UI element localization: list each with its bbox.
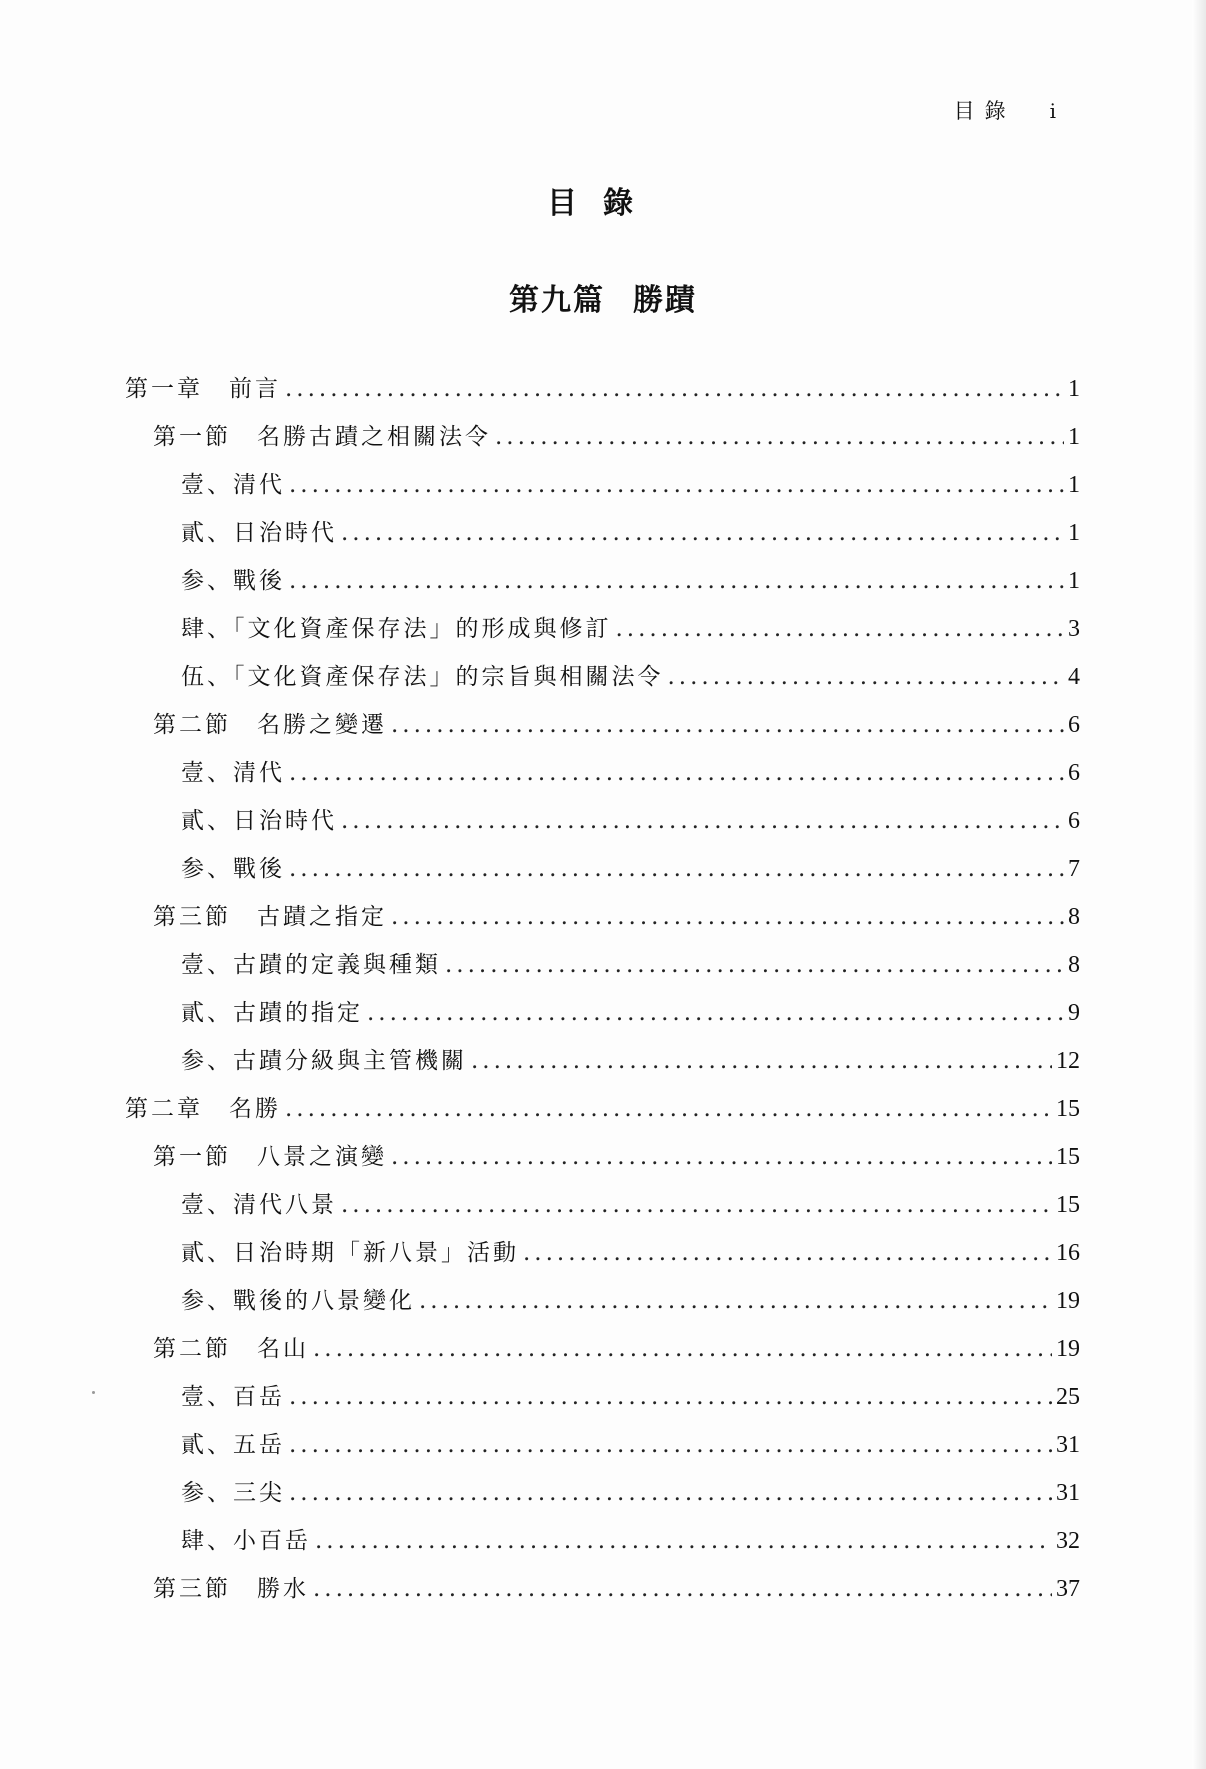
toc-entry-page: 15 <box>1056 1096 1080 1122</box>
toc-entry-page: 31 <box>1056 1480 1080 1506</box>
toc-entry-page: 4 <box>1068 664 1080 690</box>
toc-entry-page: 1 <box>1068 520 1080 546</box>
toc-entry-label: 第一節 名勝古蹟之相關法令 <box>153 424 491 450</box>
toc-dot-leader <box>289 472 1064 498</box>
toc-dot-leader <box>285 1096 1052 1122</box>
toc-entry-page: 1 <box>1068 568 1080 594</box>
toc-dot-leader <box>289 568 1064 594</box>
toc-entry-page: 1 <box>1068 376 1080 402</box>
toc-entry[interactable] <box>125 1090 1080 1138</box>
toc-entry-label: 壹、清代 <box>181 760 285 786</box>
toc-entry[interactable] <box>125 1282 1080 1330</box>
toc-dot-leader <box>289 1480 1052 1506</box>
toc-entry[interactable] <box>125 994 1080 1042</box>
toc-entry[interactable] <box>125 754 1080 802</box>
part-number: 第九篇 <box>509 283 605 318</box>
toc-entry[interactable] <box>125 1474 1080 1522</box>
toc-entry-page: 31 <box>1056 1432 1080 1458</box>
toc-entry-page: 3 <box>1068 616 1080 642</box>
toc-entry[interactable] <box>125 466 1080 514</box>
toc-entry[interactable] <box>125 898 1080 946</box>
toc-entry-page: 19 <box>1056 1288 1080 1314</box>
toc-entry-page: 15 <box>1056 1144 1080 1170</box>
toc-title: 目錄 <box>547 186 659 221</box>
toc-dot-leader <box>419 1288 1052 1314</box>
toc-entry-page: 19 <box>1056 1336 1080 1362</box>
toc-entry-label: 第三節 古蹟之指定 <box>153 904 387 930</box>
toc-dot-leader <box>313 1336 1052 1362</box>
toc-entry[interactable] <box>125 1186 1080 1234</box>
toc-entry-label: 第一節 八景之演變 <box>153 1144 387 1170</box>
toc-entry-label: 貳、五岳 <box>181 1432 285 1458</box>
toc-entry-label: 参、戰後 <box>181 568 285 594</box>
toc-dot-leader <box>315 1528 1052 1554</box>
toc-entry[interactable] <box>125 1378 1080 1426</box>
toc-entry-page: 12 <box>1056 1048 1080 1074</box>
toc-entry-label: 壹、清代八景 <box>181 1192 337 1218</box>
toc-entry[interactable] <box>125 1138 1080 1186</box>
toc-dot-leader <box>289 1384 1052 1410</box>
toc-entry-label: 第二章 名勝 <box>125 1096 281 1122</box>
toc-entry[interactable] <box>125 562 1080 610</box>
toc-entry-page: 1 <box>1068 424 1080 450</box>
toc-entry-label: 参、三尖 <box>181 1480 285 1506</box>
running-header-page-number: i <box>1049 99 1056 123</box>
toc-entry-label: 参、戰後的八景變化 <box>181 1288 415 1314</box>
toc-dot-leader <box>495 424 1064 450</box>
toc-entry-label: 貳、古蹟的指定 <box>181 1000 363 1026</box>
toc-entry-page: 7 <box>1068 856 1080 882</box>
toc-entry[interactable] <box>125 370 1080 418</box>
toc-dot-leader <box>391 712 1064 738</box>
toc-entry-label: 第一章 前言 <box>125 376 281 402</box>
toc-entry-label: 肆、小百岳 <box>181 1528 311 1554</box>
running-header-title: 目錄 <box>953 99 1016 123</box>
table-of-contents <box>125 370 1080 1618</box>
toc-entry[interactable] <box>125 418 1080 466</box>
toc-entry-label: 壹、清代 <box>181 472 285 498</box>
toc-entry-label: 第二節 名山 <box>153 1336 309 1362</box>
toc-entry-label: 第三節 勝水 <box>153 1576 309 1602</box>
toc-entry-page: 8 <box>1068 952 1080 978</box>
toc-entry-page: 1 <box>1068 472 1080 498</box>
running-header <box>954 95 1056 125</box>
toc-entry-page: 6 <box>1068 712 1080 738</box>
toc-entry-page: 16 <box>1056 1240 1080 1266</box>
toc-entry-label: 貳、日治時代 <box>181 808 337 834</box>
toc-dot-leader <box>289 856 1064 882</box>
toc-entry[interactable] <box>125 658 1080 706</box>
toc-entry[interactable] <box>125 514 1080 562</box>
toc-entry-label: 壹、百岳 <box>181 1384 285 1410</box>
toc-entry-label: 参、古蹟分級與主管機關 <box>181 1048 467 1074</box>
toc-dot-leader <box>285 376 1064 402</box>
toc-entry[interactable] <box>125 850 1080 898</box>
toc-entry-label: 貳、日治時期「新八景」活動 <box>181 1240 519 1266</box>
toc-entry-page: 9 <box>1068 1000 1080 1026</box>
toc-dot-leader <box>391 1144 1052 1170</box>
toc-dot-leader <box>289 760 1064 786</box>
toc-entry-label: 参、戰後 <box>181 856 285 882</box>
toc-dot-leader <box>341 520 1064 546</box>
toc-dot-leader <box>391 904 1064 930</box>
toc-dot-leader <box>367 1000 1064 1026</box>
toc-entry-page: 25 <box>1056 1384 1080 1410</box>
toc-entry-label: 伍、「文化資產保存法」的宗旨與相關法令 <box>181 664 664 690</box>
toc-dot-leader <box>668 664 1065 690</box>
toc-entry-label: 貳、日治時代 <box>181 520 337 546</box>
toc-entry-label: 肆、「文化資產保存法」的形成與修訂 <box>181 616 612 642</box>
toc-dot-leader <box>289 1432 1052 1458</box>
toc-entry[interactable] <box>125 610 1080 658</box>
toc-dot-leader <box>471 1048 1052 1074</box>
toc-entry[interactable] <box>125 1234 1080 1282</box>
toc-entry-page: 6 <box>1068 760 1080 786</box>
toc-entry[interactable] <box>125 1426 1080 1474</box>
toc-entry-page: 32 <box>1056 1528 1080 1554</box>
toc-entry[interactable] <box>125 1570 1080 1618</box>
toc-entry[interactable] <box>125 1330 1080 1378</box>
toc-entry[interactable] <box>125 946 1080 994</box>
toc-entry-page: 15 <box>1056 1192 1080 1218</box>
toc-entry-label: 壹、古蹟的定義與種類 <box>181 952 441 978</box>
toc-entry[interactable] <box>125 706 1080 754</box>
toc-dot-leader <box>523 1240 1052 1266</box>
toc-entry-label: 第二節 名勝之變遷 <box>153 712 387 738</box>
toc-entry-page: 8 <box>1068 904 1080 930</box>
part-name: 勝蹟 <box>633 283 697 318</box>
toc-dot-leader <box>445 952 1064 978</box>
page-edge-shadow <box>1192 0 1206 1769</box>
toc-dot-leader <box>341 808 1064 834</box>
toc-entry-page: 6 <box>1068 808 1080 834</box>
toc-entry[interactable] <box>125 802 1080 850</box>
toc-entry-page: 37 <box>1056 1576 1080 1602</box>
toc-dot-leader <box>341 1192 1052 1218</box>
scan-speck <box>92 1391 95 1394</box>
toc-entry[interactable] <box>125 1042 1080 1090</box>
part-title <box>0 275 1206 319</box>
toc-dot-leader <box>313 1576 1052 1602</box>
toc-dot-leader <box>616 616 1065 642</box>
toc-entry[interactable] <box>125 1522 1080 1570</box>
